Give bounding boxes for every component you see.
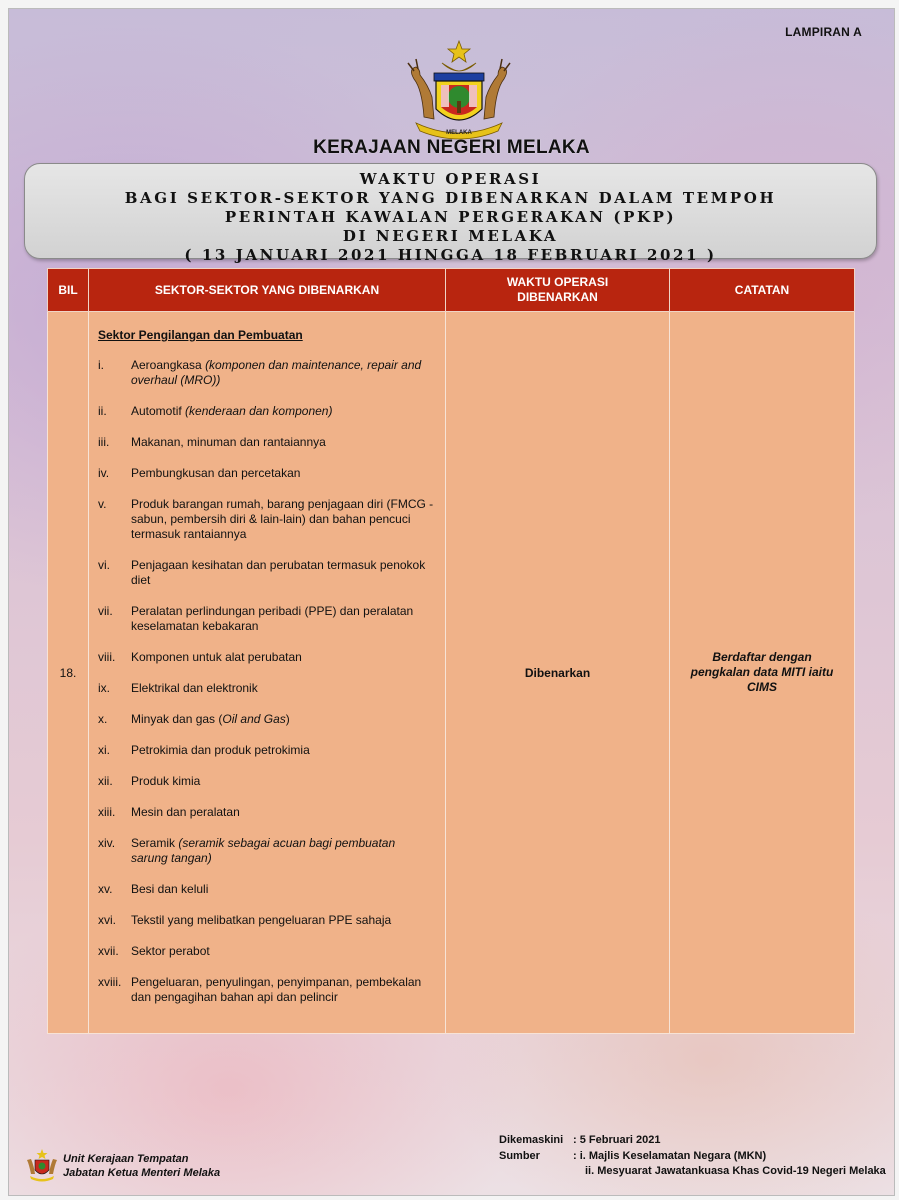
- list-item-text: [131, 836, 435, 866]
- list-item-plain-text: Sektor perabot: [131, 944, 210, 958]
- waktu-cell: Dibenarkan: [446, 312, 670, 1034]
- list-item-number: xiv.: [98, 836, 116, 850]
- title-line-5: ( 13 JANUARI 2021 HINGGA 18 FEBRUARI 2021 ): [184, 246, 717, 264]
- list-item-plain-text: Makanan, minuman dan rantaiannya: [131, 435, 326, 449]
- list-item-text: [131, 558, 435, 588]
- list-item-text: [131, 805, 435, 820]
- footer-meta: [499, 1133, 886, 1180]
- list-item-number: iv.: [98, 466, 110, 480]
- list-item-number: xii.: [98, 774, 113, 788]
- list-item-plain-text: Automotif: [131, 404, 186, 418]
- list-item-italic-text: (komponen dan maintenance, repair and overhaul (MRO)): [131, 358, 422, 387]
- list-item-plain-text: Peralatan perlindungan peribadi (PPE) dan peralatan keselamatan kebakaran: [131, 604, 414, 633]
- list-item-text: [131, 743, 435, 758]
- list-item: [98, 712, 435, 727]
- list-item: [98, 358, 435, 388]
- list-item-number: xiii.: [98, 805, 116, 819]
- sumber-value-2: ii. Mesyuarat Jawatankuasa Khas Covid-19 Negeri Melaka: [585, 1165, 886, 1177]
- list-item: [98, 435, 435, 450]
- list-item-plain-text: Produk kimia: [131, 774, 201, 788]
- list-item-text: [131, 435, 435, 450]
- list-item-text: [131, 681, 435, 696]
- list-item-plain-text: Pengeluaran, penyulingan, penyimpanan, pembekalan dan pengagihan bahan api dan pelincir: [131, 975, 422, 1004]
- list-item-number: vi.: [98, 558, 110, 572]
- sector-list: [98, 358, 435, 1005]
- list-item-number: xi.: [98, 743, 110, 757]
- sector-table: [47, 268, 855, 1034]
- list-item-number: iii.: [98, 435, 110, 449]
- list-item-number: i.: [98, 358, 104, 372]
- list-item-text: [131, 913, 435, 928]
- document-page: [8, 8, 895, 1196]
- sumber-value-1: : i. Majlis Keselamatan Negara (MKN): [573, 1149, 767, 1162]
- title-box: [24, 163, 877, 264]
- list-item-number: xviii.: [98, 975, 122, 989]
- list-item-plain-text: Komponen untuk alat perubatan: [131, 650, 302, 664]
- list-item: [98, 836, 435, 866]
- column-header-waktu: [446, 269, 670, 312]
- list-item: [98, 404, 435, 419]
- list-item-tail-text: ): [285, 712, 290, 726]
- list-item-text: [131, 882, 435, 897]
- table-row: [48, 312, 855, 1034]
- column-header-catatan: CATATAN: [670, 269, 855, 312]
- list-item-text: [131, 774, 435, 789]
- list-item: [98, 882, 435, 897]
- dikemaskini-label: Dikemaskini: [499, 1134, 564, 1146]
- column-header-waktu-text: WAKTU OPERASI DIBENARKAN: [506, 275, 609, 304]
- footer-org-line-1: Unit Kerajaan Tempatan: [63, 1153, 189, 1165]
- list-item-number: viii.: [98, 650, 116, 664]
- catatan-cell: Berdaftar dengan pengkalan data MITI iaitu CIMS: [670, 312, 855, 1034]
- list-item-plain-text: Mesin dan peralatan: [131, 805, 240, 819]
- list-item-text: [131, 404, 435, 419]
- column-header-bil: BIL: [48, 269, 89, 312]
- list-item-italic-text: Oil and Gas: [222, 712, 286, 726]
- bil-cell: 18.: [48, 312, 89, 1034]
- list-item-italic-text: (kenderaan dan komponen): [185, 404, 333, 418]
- list-item: [98, 975, 435, 1005]
- list-item-text: [131, 466, 435, 481]
- title-line-3: PERINTAH KAWALAN PERGERAKAN (PKP): [224, 208, 677, 226]
- list-item-text: [131, 650, 435, 665]
- list-item-text: [131, 975, 435, 1005]
- crest-scroll-text: MELAKA: [446, 130, 472, 136]
- list-item-plain-text: Petrokimia dan produk petrokimia: [131, 743, 310, 757]
- list-item-text: [131, 712, 435, 727]
- list-item-number: x.: [98, 712, 108, 726]
- sumber-row-2: [499, 1164, 886, 1180]
- sector-heading: Sektor Pengilangan dan Pembuatan: [98, 328, 303, 342]
- list-item: [98, 774, 435, 789]
- list-item: [98, 497, 435, 542]
- list-item: [98, 913, 435, 928]
- sumber-label: Sumber: [499, 1149, 540, 1162]
- column-header-sektor: SEKTOR-SEKTOR YANG DIBENARKAN: [89, 269, 446, 312]
- list-item: [98, 681, 435, 696]
- title-line-4: DI NEGERI MELAKA: [342, 227, 559, 245]
- list-item: [98, 743, 435, 758]
- list-item-number: xvii.: [98, 944, 119, 958]
- list-item-plain-text: Tekstil yang melibatkan pengeluaran PPE sahaja: [131, 913, 392, 927]
- list-item: [98, 650, 435, 665]
- list-item-number: v.: [98, 497, 107, 511]
- state-title: KERAJAAN NEGERI MELAKA: [313, 137, 590, 158]
- list-item-number: ix.: [98, 681, 110, 695]
- melaka-crest-icon: [394, 39, 524, 141]
- dikemaskini-value: : 5 Februari 2021: [573, 1134, 661, 1146]
- list-item: [98, 944, 435, 959]
- dikemaskini-row: [499, 1133, 886, 1149]
- list-item-plain-text: Elektrikal dan elektronik: [131, 681, 258, 695]
- list-item-plain-text: Aeroangkasa: [131, 358, 206, 372]
- list-item-number: xvi.: [98, 913, 116, 927]
- table-header-row: [48, 269, 855, 312]
- footer-organisation: [63, 1152, 220, 1180]
- list-item-text: [131, 944, 435, 959]
- title-line-2: BAGI SEKTOR-SEKTOR YANG DIBENARKAN DALAM TEMPOH: [124, 189, 777, 207]
- list-item-text: [131, 604, 435, 634]
- title-line-1: WAKTU OPERASI: [359, 170, 542, 188]
- list-item: [98, 805, 435, 820]
- lampiran-label: LAMPIRAN A: [785, 25, 862, 39]
- list-item-italic-text: (seramik sebagai acuan bagi pembuatan sarung tangan): [131, 836, 396, 865]
- list-item: [98, 466, 435, 481]
- list-item-plain-text: Minyak dan gas (: [131, 712, 223, 726]
- list-item-plain-text: Penjagaan kesihatan dan perubatan termasuk penokok diet: [131, 558, 426, 587]
- sector-cell: [89, 312, 446, 1034]
- sumber-row: [499, 1149, 886, 1165]
- list-item-number: vii.: [98, 604, 113, 618]
- footer-crest-icon: [25, 1148, 59, 1182]
- footer-org-line-2: Jabatan Ketua Menteri Melaka: [63, 1167, 221, 1179]
- list-item-number: ii.: [98, 404, 107, 418]
- list-item-plain-text: Produk barangan rumah, barang penjagaan diri (FMCG - sabun, pembersih diri & lain-lain) dan bahan pencuci termasuk rantaiannya: [131, 497, 434, 541]
- list-item-plain-text: Seramik: [131, 836, 179, 850]
- list-item-plain-text: Pembungkusan dan percetakan: [131, 466, 301, 480]
- list-item: [98, 604, 435, 634]
- list-item-plain-text: Besi dan keluli: [131, 882, 209, 896]
- list-item: [98, 558, 435, 588]
- list-item-text: [131, 497, 435, 542]
- list-item-text: [131, 358, 435, 388]
- list-item-number: xv.: [98, 882, 113, 896]
